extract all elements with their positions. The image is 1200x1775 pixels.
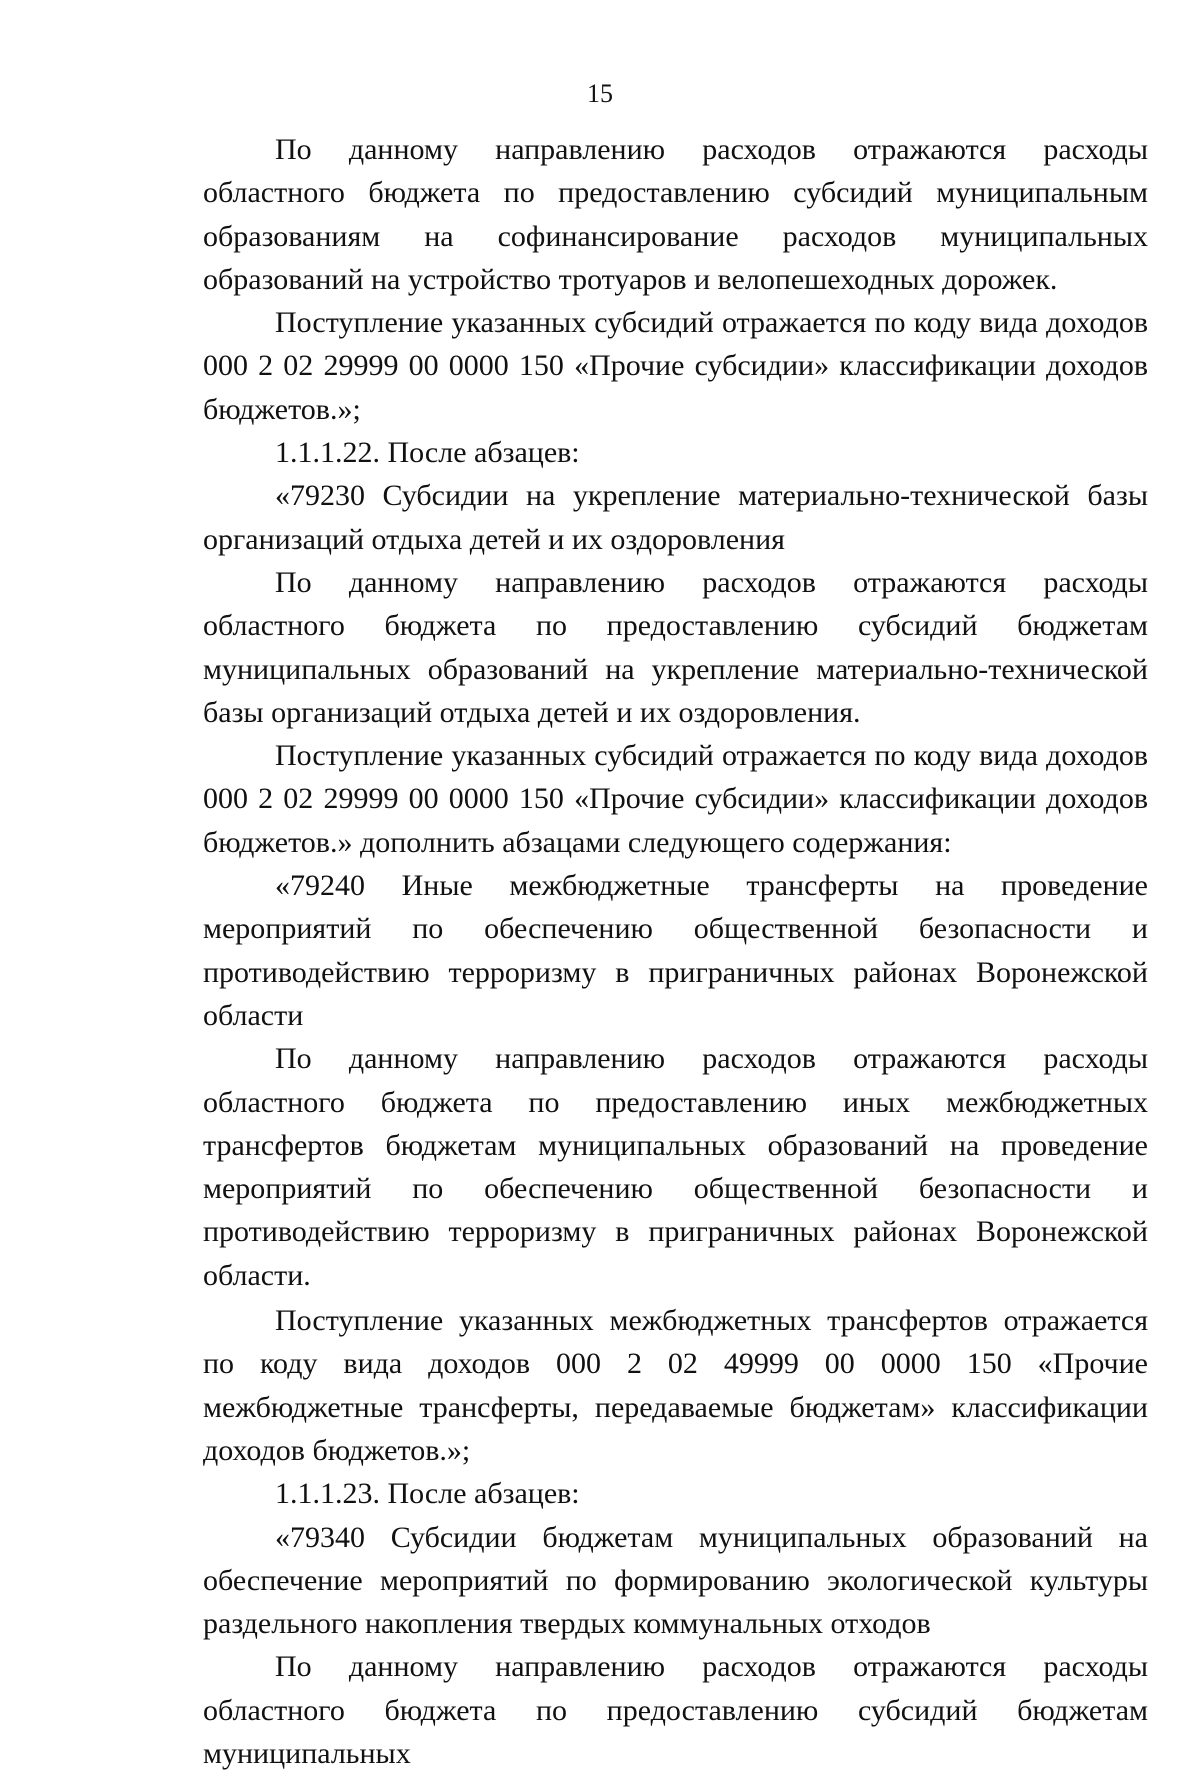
paragraph-funding-description: По данному направлению расходов отражаются расходы областного бюджета по предоставлению субсидий бюджетам муниципальных [203,1650,1148,1770]
paragraph-funding-description: По данному направлению расходов отражаются расходы областного бюджета по предоставлению субсидий муниципальным образованиям на софинансирование расходов муниципальных образований на устройство тротуаров и велопешеходных дорожек. [203,133,1148,296]
paragraph-clause-1-1-1-23: 1.1.1.23. После абзацев: [275,1477,580,1511]
paragraph-receipt-code: Поступление указанных межбюджетных трансфертов отражается по коду вида доходов 000 2 02 49999 00 0000 150 «Прочие межбюджетные трансферты, передаваемые бюджетам» классификации доходов бюджетов.»; [203,1304,1148,1467]
paragraph-receipt-code: Поступление указанных субсидий отражается по коду вида доходов 000 2 02 29999 00 0000 150 «Прочие субсидии» классификации доходов бюджетов.» дополнить абзацами следующего содержания: [203,739,1148,859]
page-number: 15 [587,79,613,108]
document-body [203,128,1148,1775]
paragraph-receipt-code: Поступление указанных субсидий отражается по коду вида доходов 000 2 02 29999 00 0000 150 «Прочие субсидии» классификации доходов бюджетов.»; [203,306,1148,426]
paragraph-clause-1-1-1-22: 1.1.1.22. После абзацев: [275,436,580,470]
paragraph-code-79240: «79240 Иные межбюджетные трансферты на проведение мероприятий по обеспечению общественной безопасности и противодействию терроризму в приграничных районах Воронежской области [203,869,1148,1032]
paragraph-funding-description: По данному направлению расходов отражаются расходы областного бюджета по предоставлению субсидий бюджетам муниципальных образований на укрепление материально-технической базы организаций отдыха детей и их оздоровления. [203,565,1148,729]
paragraph-funding-description: По данному направлению расходов отражаются расходы областного бюджета по предоставлению иных межбюджетных трансфертов бюджетам муниципальных образований на проведение мероприятий по обеспечению общественной безопасности и противодействию терроризму в приграничных районах Воронежской области. [203,1042,1148,1292]
paragraph-code-79340: «79340 Субсидии бюджетам муниципальных образований на обеспечение мероприятий по формированию экологической культуры раздельного накопления твердых коммунальных отходов [203,1520,1148,1641]
paragraph-code-79230: «79230 Субсидии на укрепление материально-технической базы организаций отдыха детей и их оздоровления [203,479,1148,556]
